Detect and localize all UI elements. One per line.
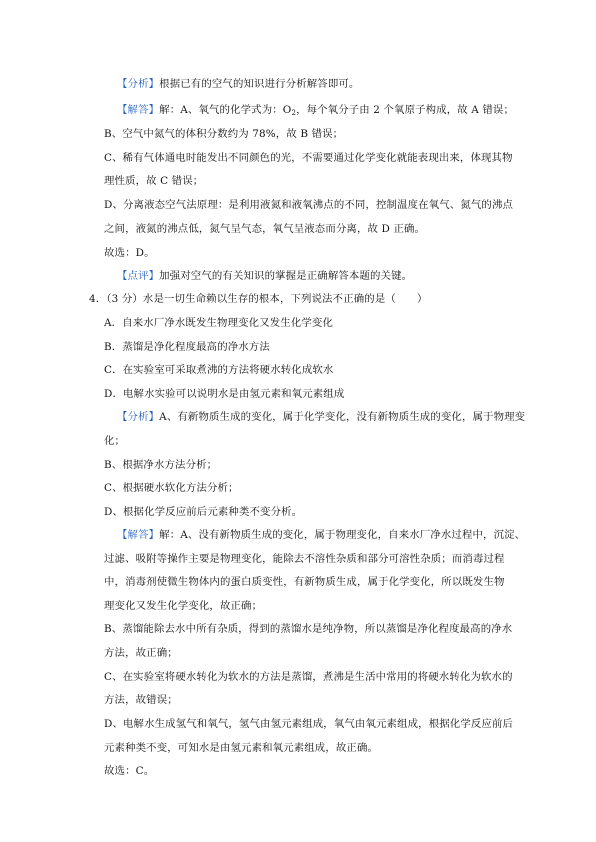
q4-solution-b-line1: B、蒸馏能除去水中所有杂质，得到的蒸馏水是纯净物，所以蒸馏是净化程度最高的净水 [104,623,513,635]
q4-analysis-c: C、根据硬水软化方法分析； [104,482,239,494]
q4-solution-b-line2: 方法，故正确； [104,647,178,659]
q3-solution-d-line1: D、分离液态空气法原理：是利用液氮和液氧沸点的不同，控制温度在氧气、氮气的沸点 [104,199,514,211]
q4-analysis-line2: 化； [104,435,126,447]
q4-solution-d-line2: 元素种类不变，可知水是由氢元素和氧元素组成，故正确。 [104,742,379,754]
q3-solution-d-line2: 之间，液氮的沸点低，氮气呈气态，氧气呈液态而分离，故 D 正确。 [104,223,426,235]
q4-option-d: D．电解水实验可以说明水是由氢元素和氧元素组成 [104,388,345,400]
q3-solution-c-line1: C、稀有气体通电时能发出不同颜色的光，不需要通过化学变化就能表现出来，体现其物 [104,152,513,164]
q4-answer: 故选：C。 [104,765,155,777]
q3-solution-a-text-cont: ，每个氧分子由 2 个氧原子构成，故 A 错误； [296,104,515,116]
subscript-2: 2 [291,109,297,117]
q4-analysis-text: A、有新物质生成的变化，属于化学变化，没有新物质生成的变化，属于物理变 [159,411,526,423]
solution-tag: 【解答】 [117,104,160,116]
q3-solution-b: B、空气中氮气的体积分数约为 78%，故 B 错误； [104,128,344,140]
q4-analysis-b: B、根据净水方法分析； [104,459,218,471]
q3-solution-c-line2: 理性质，故 C 错误； [104,175,204,187]
q4-solution-c-line2: 方法，故错误； [104,694,178,706]
q3-answer: 故选：D。 [104,247,155,259]
q4-option-a: A．自来水厂净水既发生物理变化又发生化学变化 [104,317,334,329]
q4-stem: 4．（3 分）水是一切生命赖以生存的根本，下列说法不正确的是（ ） [89,293,428,305]
q4-option-c: C．在实验室可采取煮沸的方法将硬水转化成软水 [104,364,334,376]
q3-solution-a-text: 解：A、氧气的化学式为：O [159,104,292,116]
q4-analysis-d: D、根据化学反应前后元素种类不变分析。 [104,506,303,518]
comment-tag: 【点评】 [117,270,160,282]
analysis-tag: 【分析】 [117,411,160,423]
q4-solution-c-line1: C、在实验室将硬水转化为软水的方法是蒸馏，煮沸是生活中常用的将硬水转化为软水的 [104,671,513,683]
q3-analysis-text: 根据已有的空气的知识进行分析解答即可。 [159,78,360,90]
q3-analysis-line [117,77,359,91]
q4-solution-a-line4: 理变化又发生化学变化，故正确； [104,600,263,612]
q4-option-b: B．蒸馏是净化程度最高的净水方法 [104,341,270,353]
solution-tag: 【解答】 [117,529,160,541]
q4-solution-a-text: 解：A、没有新物质生成的变化，属于物理变化，自来水厂净水过程中，沉淀、 [159,529,526,541]
q4-solution-line [117,528,525,542]
q4-solution-a-line3: 中，消毒剂使微生物体内的蛋白质变性，有新物质生成，属于化学变化，所以既发生物 [104,576,505,588]
analysis-tag: 【分析】 [117,78,160,90]
q4-solution-d-line1: D、电解水生成氢气和氧气，氢气由氢元素组成，氧气由氧元素组成，根据化学反应前后 [104,718,514,730]
q4-solution-a-line2: 过滤、吸附等操作主要是物理变化，能除去不溶性杂质和部分可溶性杂质；而消毒过程 [104,553,505,565]
q3-comment-line [117,269,412,283]
q4-analysis-line [117,410,525,424]
q3-comment-text: 加强对空气的有关知识的掌握是正确解答本题的关键。 [159,270,413,282]
q3-solution-line [117,103,514,117]
